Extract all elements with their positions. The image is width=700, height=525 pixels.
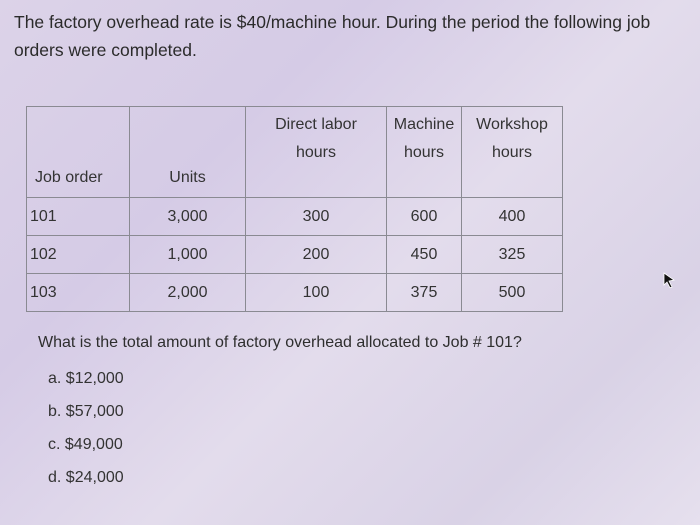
problem-statement [14, 8, 694, 64]
cell-machine-hours: 450 [387, 236, 462, 274]
header-job-order: Job order [27, 107, 130, 198]
header-direct-labor-line1: Direct labor [275, 116, 357, 133]
option-c[interactable] [48, 430, 124, 463]
cell-units: 1,000 [130, 236, 246, 274]
option-value: $12,000 [65, 370, 124, 387]
header-machine-line1: Machine [393, 116, 455, 133]
problem-line-1: The factory overhead rate is $40/machine hour. During the period the following job [14, 12, 651, 32]
cell-job: 103 [27, 274, 130, 312]
cell-direct-labor: 100 [246, 274, 387, 312]
option-letter: c. [48, 436, 61, 453]
option-b[interactable] [48, 397, 124, 430]
header-workshop-hours [462, 107, 563, 198]
option-value: $24,000 [65, 469, 124, 486]
table-row [27, 236, 563, 274]
cell-machine-hours: 600 [387, 198, 462, 236]
header-units: Units [130, 107, 246, 198]
header-workshop-line1: Workshop [476, 116, 548, 133]
option-letter: d. [48, 469, 62, 486]
problem-line-2: orders were completed. [14, 40, 197, 60]
cell-job: 102 [27, 236, 130, 274]
question-text: What is the total amount of factory overhead allocated to Job # 101? [38, 334, 522, 351]
option-a[interactable] [48, 364, 124, 397]
mouse-cursor-icon [662, 272, 676, 288]
cell-units: 2,000 [130, 274, 246, 312]
answer-options [48, 364, 124, 496]
cell-units: 3,000 [130, 198, 246, 236]
option-value: $49,000 [64, 436, 123, 453]
header-machine-line2: hours [403, 144, 445, 161]
cell-workshop-hours: 325 [462, 236, 563, 274]
header-direct-labor [246, 107, 387, 198]
option-letter: a. [48, 370, 62, 387]
cell-workshop-hours: 500 [462, 274, 563, 312]
option-value: $57,000 [65, 403, 124, 420]
job-order-table [26, 106, 563, 312]
header-direct-labor-line2: hours [295, 144, 337, 161]
cell-direct-labor: 300 [246, 198, 387, 236]
cell-workshop-hours: 400 [462, 198, 563, 236]
header-machine-hours [387, 107, 462, 198]
cell-machine-hours: 375 [387, 274, 462, 312]
option-letter: b. [48, 403, 62, 420]
cell-direct-labor: 200 [246, 236, 387, 274]
header-workshop-line2: hours [491, 144, 533, 161]
cell-job: 101 [27, 198, 130, 236]
table-header-row [27, 107, 563, 198]
option-d[interactable] [48, 463, 124, 496]
table-row [27, 274, 563, 312]
table-row [27, 198, 563, 236]
